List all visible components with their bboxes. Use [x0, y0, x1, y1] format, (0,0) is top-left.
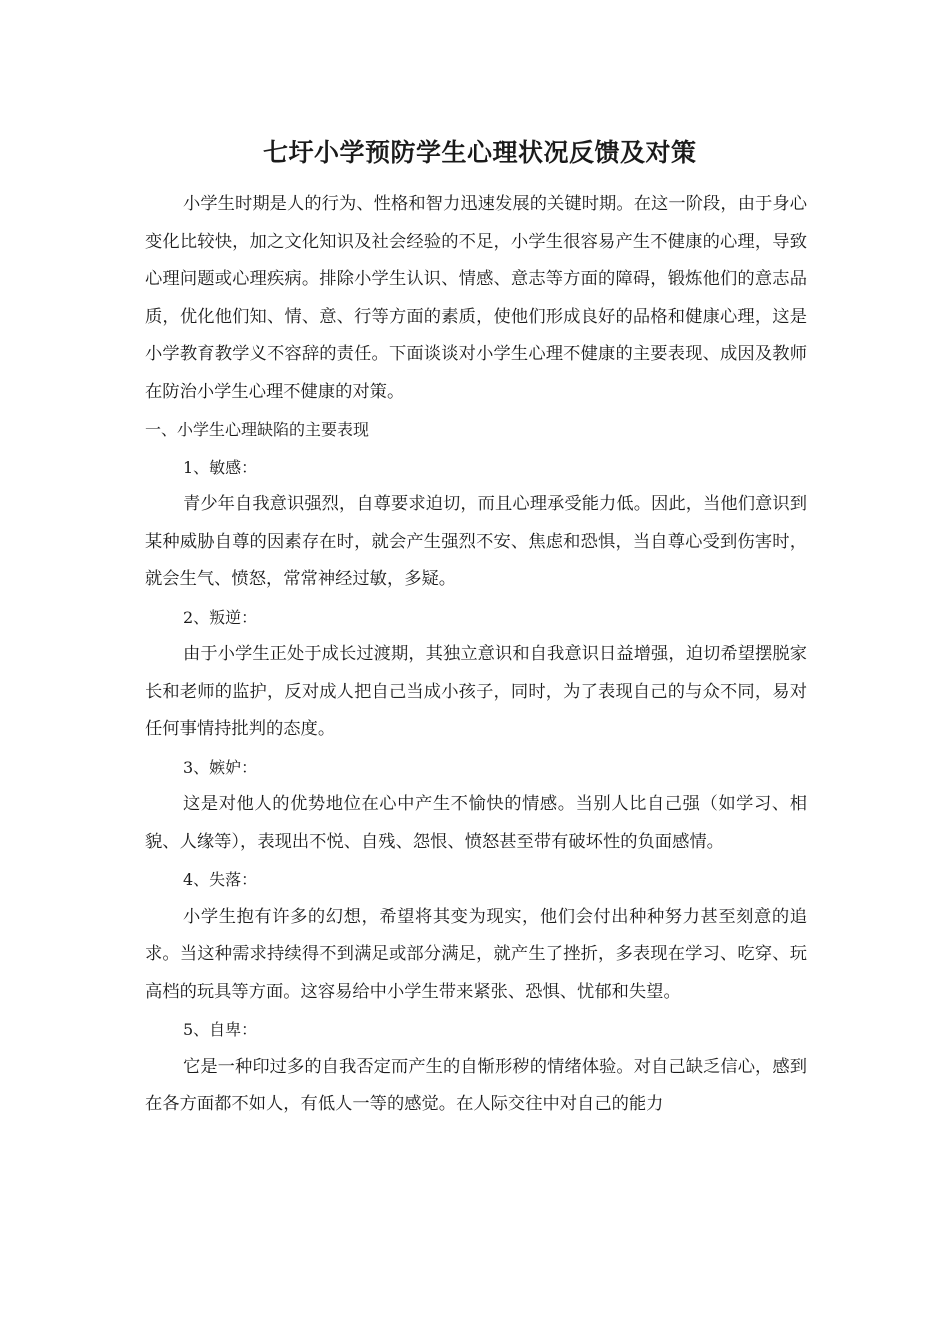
item-paragraph: 青少年自我意识强烈，自尊要求迫切，而且心理承受能力低。因此，当他们意识到某种威胁自尊的因素存在时，就会产生强烈不安、焦虑和恐惧，当自尊心受到伤害时，就会生气、愤怒，常常神经过敏，多疑。	[145, 494, 807, 589]
item-label: 3、嫉妒：	[183, 757, 258, 777]
document-body	[145, 186, 807, 1124]
document-title: 七圩小学预防学生心理状况反馈及对策	[263, 138, 697, 167]
item-label: 4、失落：	[183, 870, 258, 889]
item-label: 2、叛逆：	[183, 607, 258, 627]
item-paragraph: 它是一种印过多的自我否定而产生的自惭形秽的情绪体验。对自己缺乏信心，感到在各方面都不如人，有低人一等的感觉。在人际交往中对自己的能力	[145, 1056, 807, 1114]
section-heading: 一、小学生心理缺陷的主要表现	[145, 420, 370, 439]
item-paragraph: 由于小学生正处于成长过渡期，其独立意识和自我意识日益增强，迫切希望摆脱家长和老师的监护，反对成人把自己当成小孩子，同时，为了表现自己的与众不同，易对任何事情持批判的态度。	[145, 644, 807, 739]
item-paragraph: 小学生抱有许多的幻想，希望将其变为现实，他们会付出种种努力甚至刻意的追求。当这种需求持续得不到满足或部分满足，就产生了挫折，多表现在学习、吃穿、玩高档的玩具等方面。这容易给中小学生带来紧张、恐惧、忧郁和失望。	[145, 906, 807, 1002]
intro-paragraph: 小学生时期是人的行为、性格和智力迅速发展的关键时期。在这一阶段，由于身心变化比较快，加之文化知识及社会经验的不足，小学生很容易产生不健康的心理，导致心理问题或心理疾病。排除小学生认识、情感、意志等方面的障碍，锻炼他们的意志品质，优化他们知、情、意、行等方面的素质，使他们形成良好的品格和健康心理，这是小学教育教学义不容辞的责任。下面谈谈对小学生心理不健康的主要表现、成因及教师在防治小学生心理不健康的对策。	[145, 194, 807, 402]
item-paragraph: 这是对他人的优势地位在心中产生不愉快的情感。当别人比自己强（如学习、相貌、人缘等），表现出不悦、自残、怨恨、愤怒甚至带有破坏性的负面感情。	[145, 794, 807, 852]
item-label: 5、自卑：	[183, 1020, 258, 1039]
item-label: 1、敏感：	[183, 457, 258, 477]
